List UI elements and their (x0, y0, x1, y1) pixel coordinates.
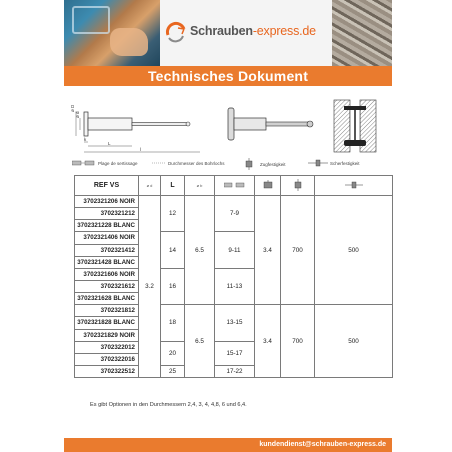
length-cell: 18 (161, 305, 185, 341)
diameter-cell: 3.2 (139, 196, 161, 378)
grip-cell: 9-11 (215, 232, 255, 268)
dim-l-label: l (140, 147, 141, 152)
title-bar (64, 66, 392, 86)
ref-cell: 3702321829 NOIR (75, 329, 139, 341)
table-header-row (75, 176, 393, 196)
ref-cell: 3702321228 BLANC (75, 220, 139, 232)
header-banner (64, 0, 392, 66)
grip-cell: 11-13 (215, 268, 255, 304)
tensile-icon (240, 158, 258, 170)
tensile-icon (291, 179, 305, 191)
footer-bar (64, 438, 392, 452)
header-photo-tools (64, 0, 160, 66)
grip-range-icon (224, 181, 246, 189)
dim-L-label: L (108, 141, 111, 146)
ref-cell: 3702321828 BLANC (75, 317, 139, 329)
length-cell: 14 (161, 232, 185, 268)
col-ref: REF VS (75, 176, 139, 196)
footer-email-link[interactable]: kundendienst@schrauben-express.de (259, 441, 386, 448)
grip-cell: 13-15 (215, 305, 255, 341)
legend-hole-diameter: Durchmesser des Bohrlochs (152, 158, 225, 168)
col-L: L (161, 176, 185, 196)
table-row (75, 196, 393, 208)
legend-grip-range: Plage de sertissage (72, 158, 138, 168)
ref-cell: 3702322012 (75, 341, 139, 353)
spec-table (74, 175, 393, 378)
dim-k-label: k (84, 137, 87, 142)
brand-logo-icon (165, 21, 187, 43)
rivet-cross-section-drawing (330, 98, 380, 154)
drill-hole-icon (152, 158, 166, 168)
drill-cell: 6.5 (185, 305, 215, 378)
rivet-side-view-drawing (224, 104, 318, 144)
header-photo-screws (332, 0, 392, 66)
col-tensile (281, 176, 315, 196)
col-grip (215, 176, 255, 196)
ref-cell: 3702322016 (75, 353, 139, 365)
ref-cell: 3702321628 BLANC (75, 293, 139, 305)
brand-name: Schrauben-express.de (190, 24, 316, 38)
legend-tensile: Zugfestigkeit (240, 158, 286, 170)
grip-cell: 15-17 (215, 341, 255, 365)
length-cell: 20 (161, 341, 185, 365)
col-drill: ø b (185, 176, 215, 196)
grip-cell: 17-22 (215, 365, 255, 377)
legend-shear: Scherfestigkeit (308, 158, 360, 168)
shear-icon (345, 181, 363, 189)
shear-icon (308, 158, 328, 168)
ref-cell: 3702321612 (75, 280, 139, 292)
col-d: ø d (139, 176, 161, 196)
length-cell: 25 (161, 365, 185, 377)
grip-range-icon (72, 158, 96, 168)
col-head (255, 176, 281, 196)
ref-cell: 3702322512 (75, 365, 139, 377)
footnote: Es gibt Optionen in den Durchmessern 2,4, 3, 4, 4,8, 6 und 6,4. (90, 402, 247, 408)
tensile-cell: 700 (281, 305, 315, 378)
shear-cell: 500 (315, 305, 393, 378)
head-cell: 3.4 (255, 196, 281, 305)
table-row (75, 305, 393, 317)
ref-cell: 3702321412 (75, 244, 139, 256)
ref-cell: 3702321812 (75, 305, 139, 317)
brand-panel (160, 0, 332, 66)
dim-D-label: ø D (70, 104, 75, 112)
head-cell: 3.4 (255, 305, 281, 378)
col-shear (315, 176, 393, 196)
drill-cell: 6.5 (185, 196, 215, 305)
rivet-dimension-drawing (70, 96, 206, 156)
ref-cell: 3702321212 (75, 208, 139, 220)
shear-cell: 500 (315, 196, 393, 305)
ref-cell: 3702321606 NOIR (75, 268, 139, 280)
grip-cell: 7-9 (215, 196, 255, 232)
length-cell: 16 (161, 268, 185, 304)
head-dimension-icon (261, 180, 275, 190)
length-cell: 12 (161, 196, 185, 232)
ref-cell: 3702321406 NOIR (75, 232, 139, 244)
page-title: Technisches Dokument (147, 68, 309, 84)
ref-cell: 3702321428 BLANC (75, 256, 139, 268)
tensile-cell: 700 (281, 196, 315, 305)
dim-d-label: ø d (75, 111, 80, 118)
ref-cell: 3702321206 NOIR (75, 196, 139, 208)
legend-row (72, 158, 392, 174)
